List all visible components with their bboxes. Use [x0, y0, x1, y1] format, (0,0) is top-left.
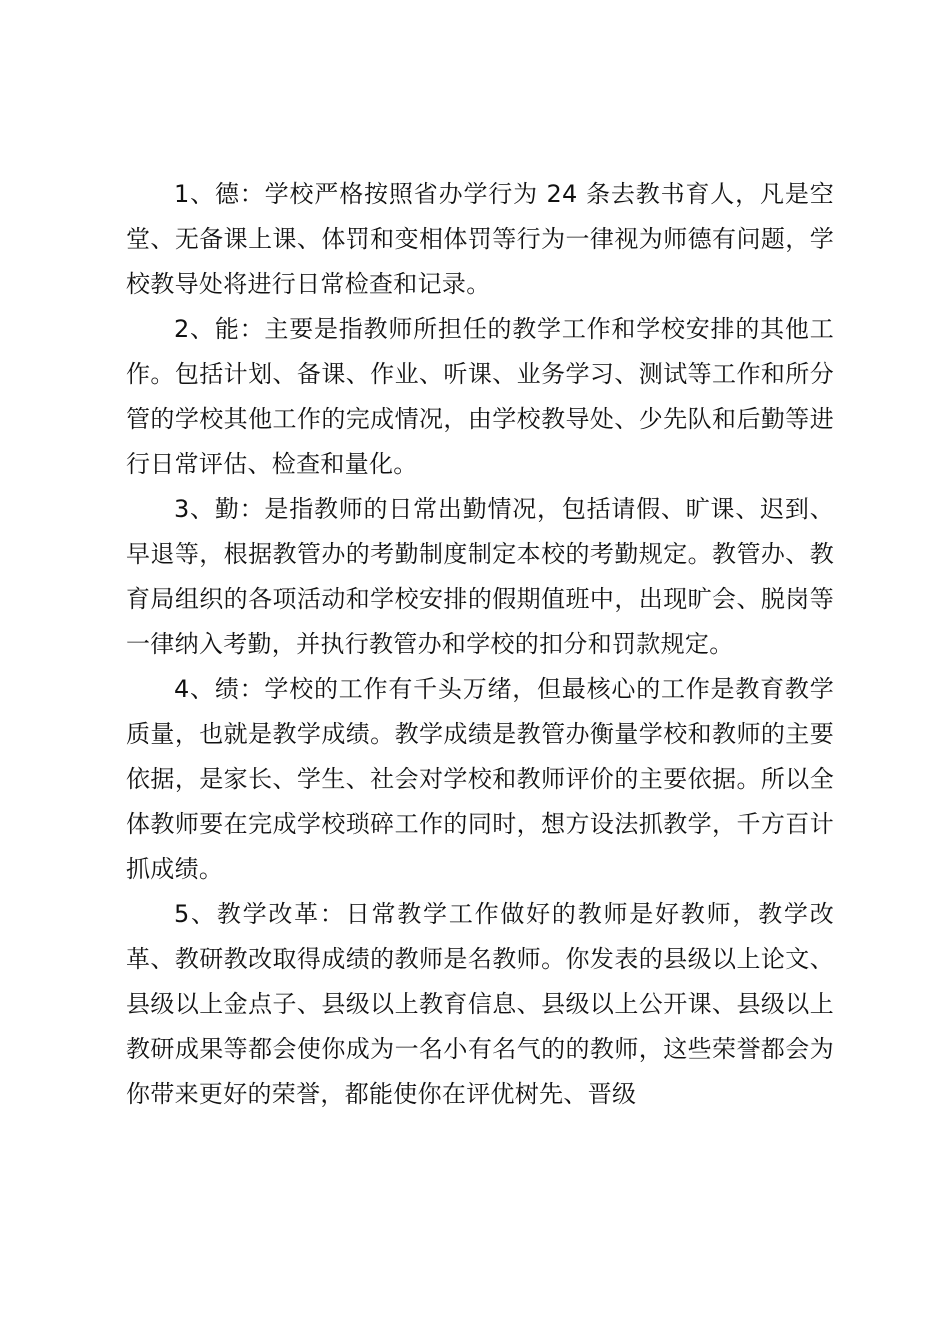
document-body	[126, 172, 834, 1117]
paragraph-diligence: 3、勤：是指教师的日常出勤情况，包括请假、旷课、迟到、早退等，根据教管办的考勤制度制定本校的考勤规定。教管办、教育局组织的各项活动和学校安排的假期值班中，出现旷会、脱岗等一律纳入考勤，并执行教管办和学校的扣分和罚款规定。	[126, 495, 834, 658]
paragraph-ability: 2、能：主要是指教师所担任的教学工作和学校安排的其他工作。包括计划、备课、作业、听课、业务学习、测试等工作和所分管的学校其他工作的完成情况，由学校教导处、少先队和后勤等进行日常评估、检查和量化。	[126, 315, 834, 478]
paragraph-performance: 4、绩：学校的工作有千头万绪，但最核心的工作是教育教学质量，也就是教学成绩。教学成绩是教管办衡量学校和教师的主要依据，是家长、学生、社会对学校和教师评价的主要依据。所以全体教师要在完成学校琐碎工作的同时，想方设法抓教学，千方百计抓成绩。	[126, 675, 834, 883]
paragraph-virtue: 1、德：学校严格按照省办学行为 24 条去教书育人，凡是空堂、无备课上课、体罚和变相体罚等行为一律视为师德有问题，学校教导处将进行日常检查和记录。	[126, 180, 834, 298]
paragraph-teaching-reform: 5、教学改革：日常教学工作做好的教师是好教师，教学改革、教研教改取得成绩的教师是名教师。你发表的县级以上论文、县级以上金点子、县级以上教育信息、县级以上公开课、县级以上教研成果等都会使你成为一名小有名气的的教师，这些荣誉都会为你带来更好的荣誉，都能使你在评优树先、晋级	[126, 900, 834, 1108]
